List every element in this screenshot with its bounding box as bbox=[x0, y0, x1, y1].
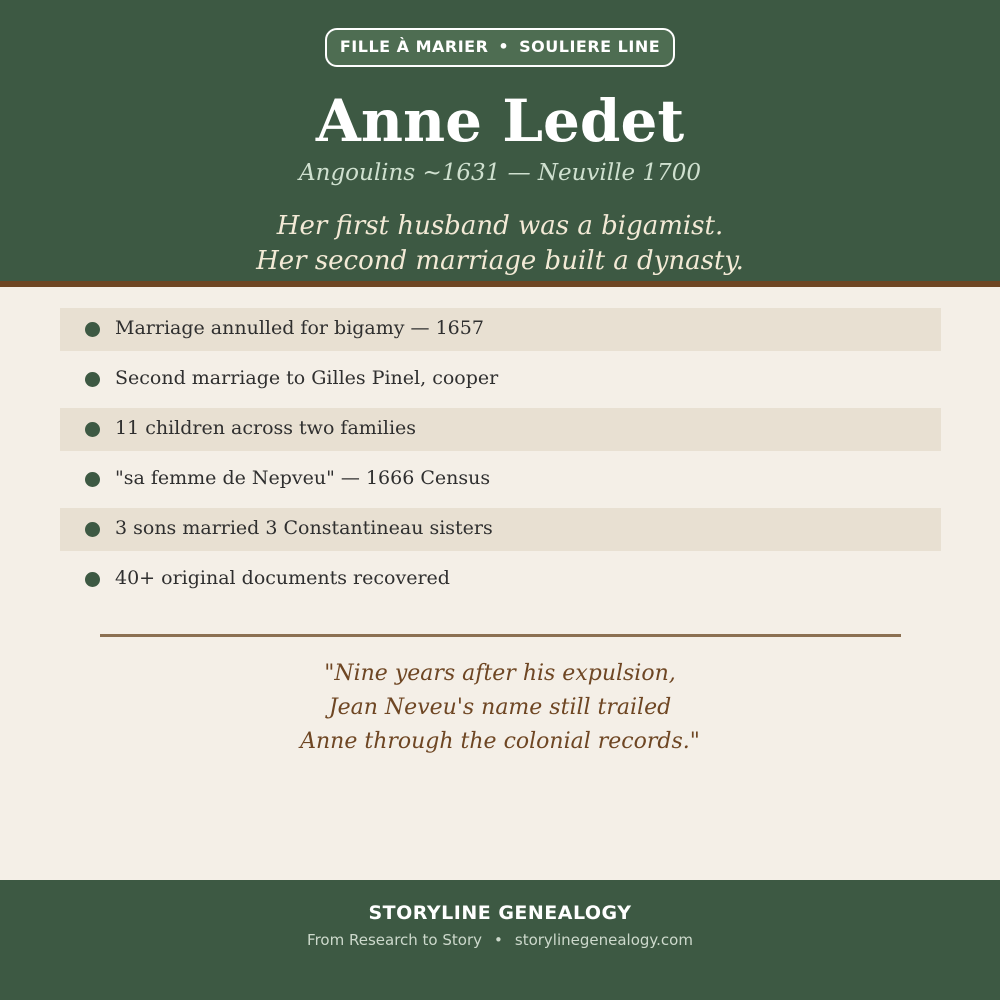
pull-quote bbox=[0, 657, 1000, 759]
bullet-icon bbox=[85, 372, 100, 387]
badge-separator: • bbox=[498, 37, 510, 56]
bullet-icon bbox=[85, 572, 100, 587]
brand-name: STORYLINE GENEALOGY bbox=[368, 902, 632, 924]
fact-item bbox=[60, 308, 941, 351]
brand-slogan: From Research to Story bbox=[307, 931, 483, 949]
fact-text: Second marriage to Gilles Pinel, cooper bbox=[115, 367, 499, 389]
header-divider bbox=[0, 281, 1000, 287]
fact-text: "sa femme de Nepveu" — 1666 Census bbox=[115, 467, 491, 489]
fact-list bbox=[60, 308, 941, 608]
fact-text: Marriage annulled for bigamy — 1657 bbox=[115, 317, 484, 339]
section-divider bbox=[100, 634, 901, 637]
bullet-icon bbox=[85, 472, 100, 487]
fact-item bbox=[60, 408, 941, 451]
tagline-line-2: Her second marriage built a dynasty. bbox=[256, 246, 744, 276]
fact-text: 11 children across two families bbox=[115, 417, 417, 439]
badge-category-label: FILLE À MARIER bbox=[339, 37, 489, 56]
tagline bbox=[0, 209, 1000, 279]
footer bbox=[0, 880, 1000, 1000]
fact-item bbox=[60, 358, 941, 401]
footer-tagline bbox=[0, 930, 1000, 950]
fact-item bbox=[60, 558, 941, 601]
fact-item bbox=[60, 508, 941, 551]
quote-line-2: Jean Neveu's name still trailed bbox=[328, 695, 672, 720]
header-banner bbox=[0, 0, 1000, 281]
quote-line-3: Anne through the colonial records." bbox=[300, 729, 700, 754]
bullet-icon bbox=[85, 322, 100, 337]
page-title: Anne Ledet bbox=[315, 87, 685, 155]
life-dates: Angoulins ~1631 — Neuville 1700 bbox=[299, 160, 701, 186]
fact-item bbox=[60, 458, 941, 501]
quote-line-1: "Nine years after his expulsion, bbox=[324, 661, 676, 686]
bullet-icon bbox=[85, 422, 100, 437]
fact-text: 3 sons married 3 Constantineau sisters bbox=[115, 517, 493, 539]
badge-line-label: SOULIERE LINE bbox=[519, 37, 661, 56]
footer-separator: • bbox=[494, 931, 503, 949]
fact-text: 40+ original documents recovered bbox=[115, 567, 450, 589]
website-link[interactable]: storylinegenealogy.com bbox=[514, 931, 693, 949]
bullet-icon bbox=[85, 522, 100, 537]
tagline-line-1: Her first husband was a bigamist. bbox=[276, 211, 724, 241]
category-badge bbox=[325, 28, 675, 67]
